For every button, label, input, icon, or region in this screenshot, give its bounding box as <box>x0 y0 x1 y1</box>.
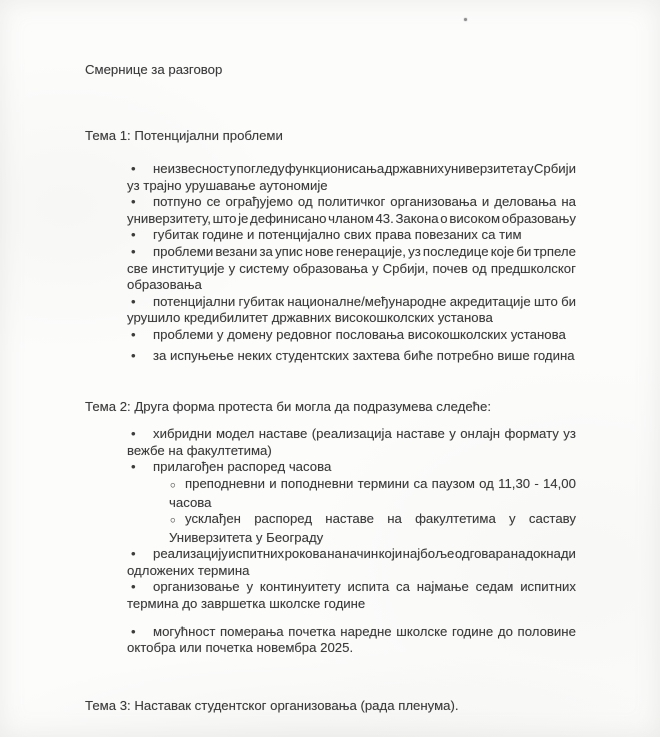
line-text: вежбе на факултетима) <box>127 442 272 458</box>
list-item <box>127 294 576 327</box>
section-1-heading: Тема 1: Потенцијални проблеми <box>85 128 283 143</box>
line-text: проблеми везани за упис нове генерације, уз последице које би трпеле <box>153 243 576 259</box>
section-2-list <box>85 426 576 657</box>
line-text: проблеми у домену редовног пословања високошколских установа <box>153 326 566 342</box>
line-text: универзитету, што је дефинисано чланом 43. Закона о високом образовању <box>127 210 576 226</box>
line-text: могућност померања почетка наредне школске године до половине <box>153 623 576 639</box>
line-text: Универзитета у Београду <box>169 529 324 545</box>
bullet-icon: • <box>131 546 136 562</box>
bullet-icon: • <box>131 243 136 259</box>
bullet-icon: • <box>131 161 136 176</box>
circle-bullet-icon: ○ <box>170 515 176 527</box>
list-item <box>127 459 576 476</box>
line-text: губитак године и потенцијално свих права повезаних са тим <box>153 227 522 243</box>
line-text: одложених термина <box>127 562 250 578</box>
line-text: часова <box>169 494 212 510</box>
line-text: октобра или почетка новембра 2025. <box>127 640 354 656</box>
bullet-icon: • <box>131 579 136 595</box>
bullet-icon: • <box>131 293 136 309</box>
line-text: уз трајно урушавање аутономије <box>127 177 328 193</box>
list-item <box>127 227 576 244</box>
sub-list-item <box>169 511 576 546</box>
line-text: потпуно се ограђујемо од политичког организовања и деловања на <box>153 194 576 210</box>
line-text: за испуњење неких студентских захтева биће потребно више година <box>153 347 575 363</box>
bullet-icon: • <box>131 326 136 342</box>
line-text: организовање у континуитету испита са најмање седам испитних <box>153 579 576 595</box>
line-text: све институције у систему образовања у Србији, почев од предшколског <box>127 260 576 276</box>
line-text: неизвесност у погледу функционисања државних универзитета у Србији <box>153 161 576 176</box>
section-3-heading: Тема 3: Наставак студентског организовања (рада пленума). <box>85 697 459 713</box>
line-text: термина до завршетка школске године <box>127 596 366 612</box>
line-text: образовања <box>127 277 202 293</box>
line-text: прилагођен распоред часова <box>153 459 332 475</box>
section-2-heading: Тема 2: Друга форма протеста би могла да подразумева следеће: <box>85 399 492 415</box>
bullet-icon: • <box>131 227 136 243</box>
section-1-list <box>85 161 576 364</box>
line-text: реализацију испитних рокова на начин који најбоље одговара надокнади <box>153 546 576 562</box>
list-item <box>127 327 576 344</box>
sub-list-item <box>169 476 576 511</box>
list-item <box>127 194 576 227</box>
line-text: преподневни и поподневни термини са паузом од 11,30 - 14,00 <box>185 475 576 491</box>
bullet-icon: • <box>131 194 136 210</box>
list-item <box>127 161 576 194</box>
bullet-icon: • <box>131 459 136 475</box>
document-title: Смернице за разговор <box>85 62 223 77</box>
list-item <box>127 624 576 657</box>
list-item <box>127 348 576 365</box>
list-item <box>127 546 576 579</box>
list-item <box>127 426 576 459</box>
line-text: урушило кредибилитет државних високошколских установа <box>127 310 493 326</box>
circle-bullet-icon: ○ <box>170 479 176 491</box>
bullet-icon: • <box>131 623 136 639</box>
line-text: хибридни модел наставе (реализација наставе у онлајн формату уз <box>153 426 576 442</box>
line-text: усклађен распоред наставе на факултетима у саставу <box>185 511 576 527</box>
line-text: потенцијални губитак националне/међународне акредитације што би <box>153 293 576 309</box>
list-item <box>127 579 576 612</box>
ink-speck-artifact <box>464 18 467 21</box>
list-item <box>127 244 576 294</box>
bullet-icon: • <box>131 347 136 363</box>
bullet-icon: • <box>131 426 136 442</box>
